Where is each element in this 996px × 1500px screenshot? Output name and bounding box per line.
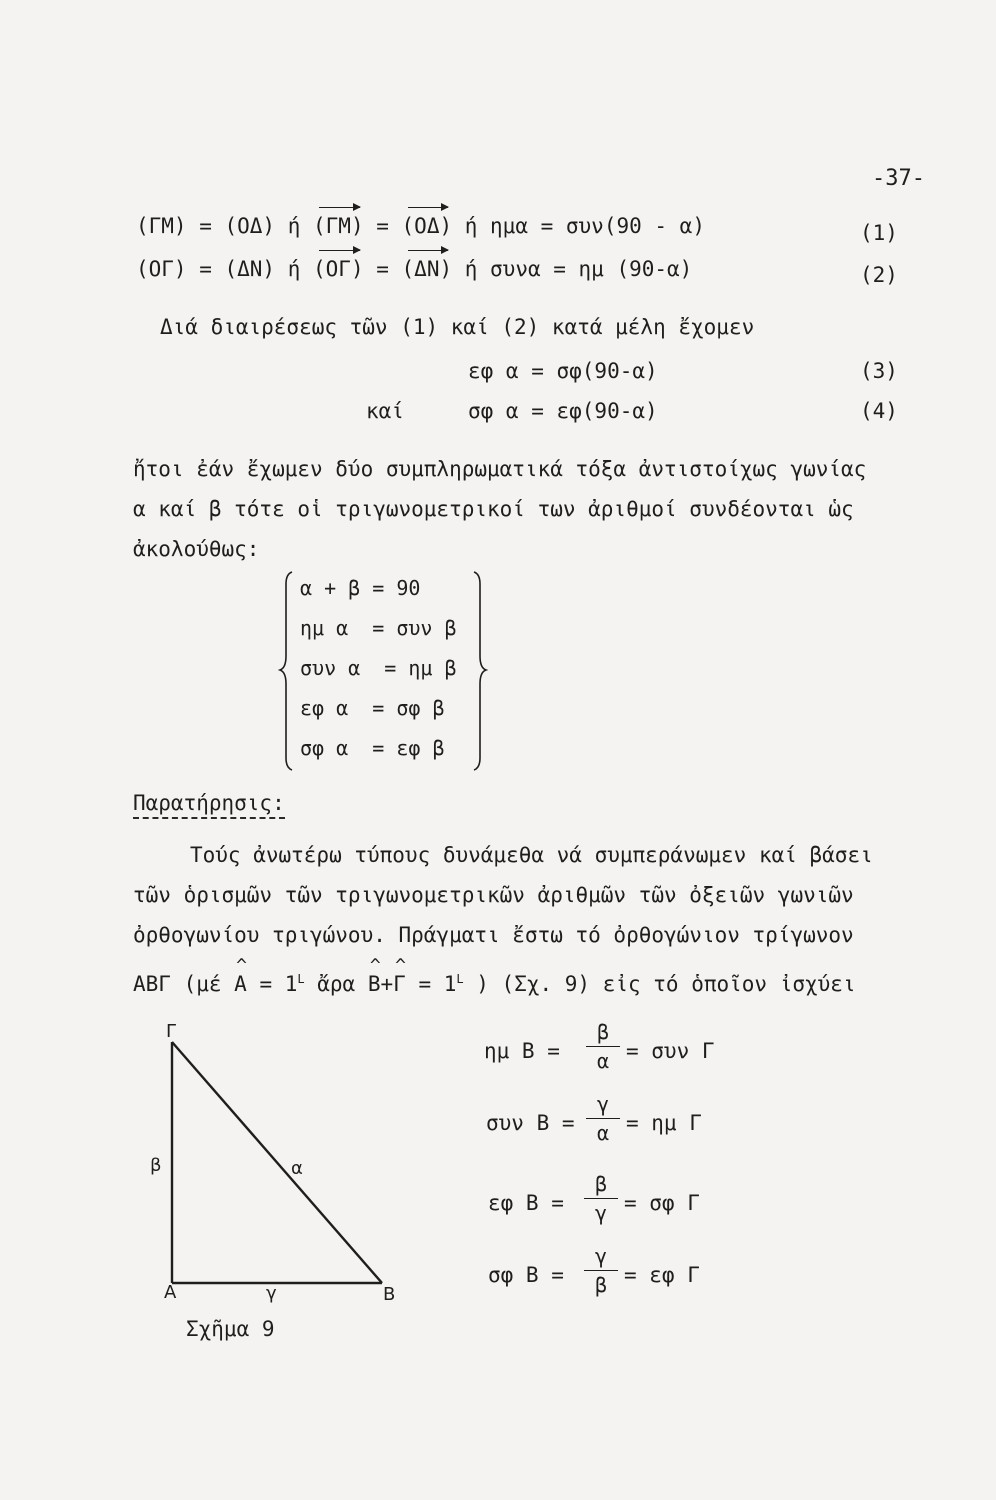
p2l4-b: = 1: [246, 972, 298, 996]
equation-2-number: (2): [860, 263, 898, 287]
system-line-2: ημ α = συν β: [300, 616, 457, 640]
para1-line-1: ἤτοι ἐάν ἔχωμεν δύο συμπληρωματικά τόξα ἀντιστοίχως γωνίας: [133, 457, 867, 481]
formula-2-rhs: = ημ Γ: [626, 1111, 702, 1135]
system-line-5: σφ α = εφ β: [300, 736, 445, 760]
system-line-4: εφ α = σφ β: [300, 696, 445, 720]
para2-line-1: Τούς ἀνωτέρω τύπους δυνάμεθα νά συμπεράνωμεν καί βάσει: [190, 843, 873, 867]
formula-1-num: β: [586, 1020, 620, 1047]
vertex-a-label: Α: [164, 1282, 177, 1303]
triangle-figure: [150, 1025, 410, 1305]
eq2-right: ή συνα = ημ (90-α): [452, 257, 693, 281]
system-line-3: συν α = ημ β: [300, 656, 457, 680]
formula-1-den: α: [596, 1049, 610, 1073]
eq1-mid: =: [363, 214, 402, 238]
formula-2-lhs: συν Β =: [486, 1111, 575, 1135]
side-a-label: α: [291, 1158, 303, 1179]
formula-3-lhs: εφ Β =: [488, 1191, 564, 1215]
system-line-1: α + β = 90: [300, 576, 421, 600]
formula-3-rhs: = σφ Γ: [624, 1191, 700, 1215]
equation-1-number: (1): [860, 221, 898, 245]
eq1-vector-a: (ΓΜ): [313, 214, 364, 238]
p2l4-a: ΑΒΓ (μέ: [133, 972, 235, 996]
eq2-vector-a: (ΟΓ): [313, 257, 364, 281]
equation-4: σφ α = εφ(90-α): [468, 399, 658, 423]
equation-3-number: (3): [860, 359, 898, 383]
para2-line-3: ὀρθογωνίου τριγώνου. Πράγματι ἔστω τό ὀρθογώνιον τρίγωνον: [133, 923, 854, 947]
equation-4-prefix: καί: [366, 399, 404, 423]
remark-title-text: Παρατήρησις:: [133, 791, 285, 819]
p2l4-d: = 1: [405, 972, 457, 996]
formula-1-lhs: ημ Β =: [484, 1039, 560, 1063]
figure-caption: Σχῆμα 9: [186, 1317, 275, 1341]
formula-4-rhs: = εφ Γ: [624, 1263, 700, 1287]
vertex-g-label: Γ: [166, 1021, 177, 1042]
equation-4-number: (4): [860, 399, 898, 423]
para2-line-2: τῶν ὁρισμῶν τῶν τριγωνομετρικῶν ἀριθμῶν τῶν ὀξειῶν γωνιῶν: [133, 883, 854, 907]
side-gb: [172, 1042, 382, 1283]
formula-1-rhs: = συν Γ: [626, 1039, 715, 1063]
vertex-b-label: Β: [383, 1284, 396, 1305]
para1-line-3: ἀκολούθως:: [133, 537, 260, 561]
formula-3-num: β: [584, 1172, 618, 1199]
p2l4-hat-a: ^ Α: [234, 971, 247, 997]
eq1-right: ή ημα = συν(90 - α): [452, 214, 705, 238]
identity-system: [278, 568, 488, 773]
side-g-label: γ: [266, 1283, 277, 1304]
formula-4-num: γ: [584, 1244, 618, 1271]
p2l4-hat-b: ^ Β: [368, 971, 381, 997]
p2l4-c: ἄρα: [304, 972, 368, 996]
para2-line-4: [133, 966, 856, 997]
equation-1: [136, 213, 705, 239]
eq2-vector-b: (ΔΝ): [401, 257, 453, 281]
formula-1-fraction: [586, 1020, 620, 1073]
equation-3: εφ α = σφ(90-α): [468, 359, 658, 383]
formula-4-den: β: [594, 1273, 608, 1297]
p2l4-sup1: L: [297, 972, 305, 986]
formula-4-lhs: σφ Β =: [488, 1263, 564, 1287]
formula-3-fraction: [584, 1172, 618, 1225]
equation-2: [136, 256, 692, 282]
side-b-label: β: [150, 1155, 162, 1176]
remark-title: [133, 790, 285, 816]
p2l4-e: ) (Σχ. 9) εἰς τό ὁποῖον ἰσχύει: [463, 972, 856, 996]
formula-4-fraction: [584, 1244, 618, 1297]
formula-2-den: α: [596, 1121, 610, 1145]
p2l4-plus: +: [380, 972, 394, 996]
para1-line-2: α καί β τότε οἱ τριγωνομετρικοί των ἀριθμοί συνδέονται ὡς: [133, 497, 854, 521]
eq1-vector-b: (ΟΔ): [401, 214, 453, 238]
formula-3-den: γ: [594, 1201, 608, 1225]
page-number: -37-: [872, 166, 925, 191]
formula-2-fraction: [586, 1092, 620, 1145]
p2l4-sup2: L: [456, 972, 464, 986]
p2l4-hat-g: ^ Γ: [393, 971, 406, 997]
intro-line: Διά διαιρέσεως τῶν (1) καί (2) κατά μέλη ἔχομεν: [160, 315, 755, 339]
eq1-left: (ΓΜ) = (ΟΔ) ή: [136, 214, 314, 238]
formula-2-num: γ: [586, 1092, 620, 1119]
eq2-left: (ΟΓ) = (ΔΝ) ή: [136, 257, 314, 281]
eq2-mid: =: [363, 257, 402, 281]
